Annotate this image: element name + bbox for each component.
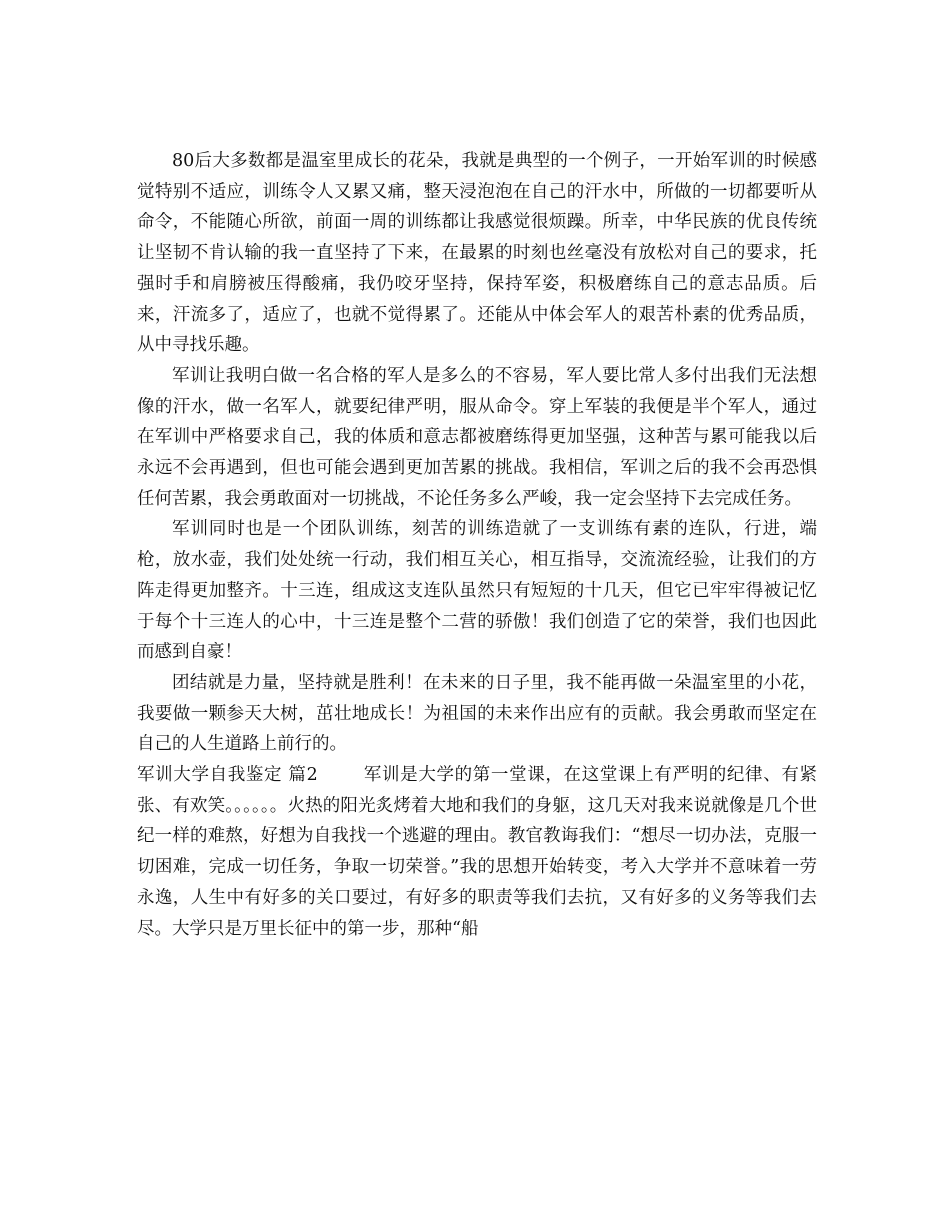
- paragraph-teamwork: 军训同时也是一个团队训练，刻苦的训练造就了一支训练有素的连队，行进，端枪，放水壶，我们处处统一行动，我们相互关心，相互指导，交流流经验，让我们的方阵走得更加整齐。十三连，组成这支连队虽然只有短短的十几天，但它已牢牢得被记忆于每个十三连人的心中，十三连是整个二营的骄傲！我们创造了它的荣誉，我们也因此而感到自豪！: [137, 519, 817, 663]
- paragraph-soldier: 军训让我明白做一名合格的军人是多么的不容易，军人要比常人多付出我们无法想像的汗水，做一名军人，就要纪律严明，服从命令。穿上军装的我便是半个军人，通过在军训中严格要求自己，我的体质和意志都被磨练得更加坚强，这种苦与累可能我以后永远不会再遇到，但也可能会遇到更加苦累的挑战。我相信，军训之后的我不会再恐惧任何苦累，我会勇敢面对一切挑战，不论任务多么严峻，我一定会坚持下去完成任务。: [137, 365, 817, 509]
- section-2-paragraph: [137, 760, 817, 944]
- paragraph-conclusion: 团结就是力量，坚持就是胜利！在未来的日子里，我不能再做一朵温室里的小花，我要做一颗参天大树，茁壮地成长！为祖国的未来作出应有的贡献。我会勇敢而坚定在自己的人生道路上前行的。: [137, 672, 817, 755]
- document-body: [137, 146, 817, 944]
- section-2-text: 军训是大学的第一堂课，在这堂课上有严明的纪律、有紧张、有欢笑。。。。。。火热的阳光炙烤着大地和我们的身躯，这几天对我来说就像是几个世纪一样的难熬，好想为自我找一个逃避的理由。教官教诲我们：“想尽一切办法，克服一切困难，完成一切任务，争取一切荣誉。”我的思想开始转变，考入大学并不意味着一劳永逸，人生中有好多的关口要过，有好多的职责等我们去抗，又有好多的义务等我们去尽。大学只是万里长征中的第一步，那种“船: [137, 765, 818, 939]
- paragraph-adaptation: 80后大多数都是温室里成长的花朵，我就是典型的一个例子，一开始军训的时候感觉特别不适应，训练令人又累又痛，整天浸泡泡在自己的汗水中，所做的一切都要听从命令，不能随心所欲，前面一周的训练都让我感觉很烦躁。所幸，中华民族的优良传统让坚韧不肯认输的我一直坚持了下来，在最累的时刻也丝毫没有放松对自己的要求，托强时手和肩膀被压得酸痛，我仍咬牙坚持，保持军姿，积极磨练自己的意志品质。后来，汗流多了，适应了，也就不觉得累了。还能从中体会军人的艰苦朴素的优秀品质，从中寻找乐趣。: [137, 151, 817, 356]
- section-title: 军训大学自我鉴定 篇2: [137, 765, 318, 786]
